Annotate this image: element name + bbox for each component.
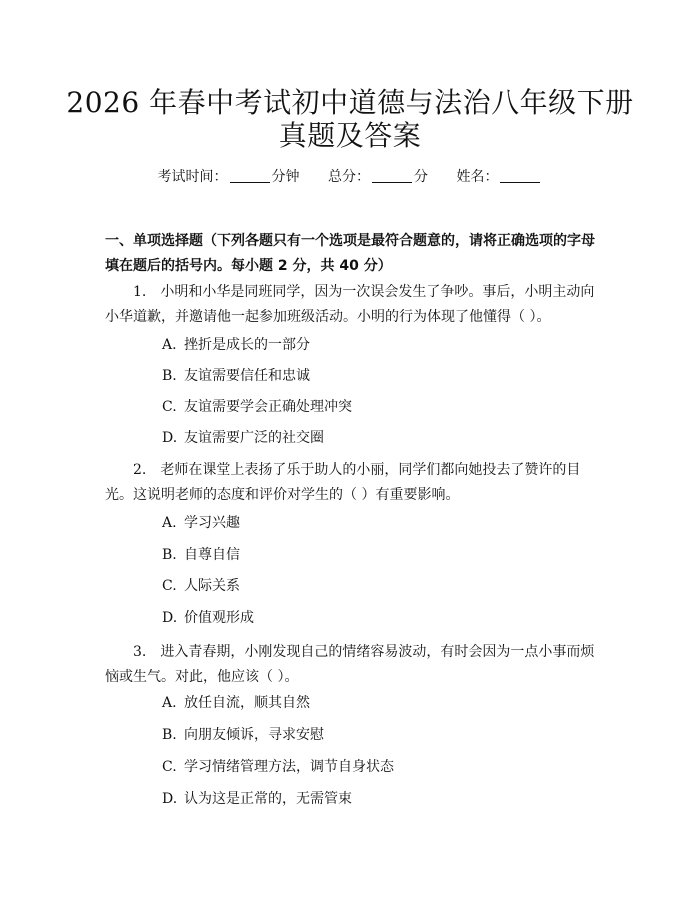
exam-time bbox=[158, 167, 300, 187]
question-3-option-a bbox=[162, 693, 602, 713]
exam-name-label: 姓名： bbox=[456, 169, 499, 185]
option-letter: B. bbox=[162, 368, 177, 384]
exam-time-unit: 分钟 bbox=[271, 169, 300, 185]
exam-score-blank bbox=[372, 168, 412, 183]
section-title-single-choice: 一、单项选择题（下列各题只有一个选项是最符合题意的，请将正确选项的字母填在题后的括号内。每小题 2 分，共 40 分） bbox=[105, 233, 595, 274]
question-2: 2. 老师在课堂上表扬了乐于助人的小丽，同学们都向她投去了赞许的目光。这说明老师的态度和评价对学生的（ ）有重要影响。 bbox=[105, 462, 581, 503]
option-text: 自尊自信 bbox=[184, 547, 240, 563]
option-text: 挫折是成长的一部分 bbox=[184, 337, 310, 353]
option-letter: C. bbox=[162, 578, 177, 594]
option-letter: C. bbox=[162, 399, 177, 415]
exam-title-line2: 真题及答案 bbox=[278, 119, 422, 152]
exam-meta bbox=[0, 167, 700, 187]
question-3-option-b bbox=[162, 725, 602, 745]
option-letter: C. bbox=[162, 759, 177, 775]
option-text: 向朋友倾诉，寻求安慰 bbox=[184, 727, 324, 743]
option-letter: D. bbox=[162, 430, 178, 446]
question-2-option-d bbox=[162, 608, 602, 628]
option-text: 价值观形成 bbox=[184, 610, 254, 626]
option-letter: D. bbox=[162, 791, 178, 807]
question-1-option-b bbox=[162, 366, 602, 386]
option-text: 放任自流，顺其自然 bbox=[184, 695, 310, 711]
question-1-option-d bbox=[162, 428, 602, 448]
exam-score bbox=[328, 167, 428, 187]
question-2-option-a bbox=[162, 513, 602, 533]
option-text: 友谊需要学会正确处理冲突 bbox=[184, 399, 352, 415]
question-3-option-d bbox=[162, 789, 602, 809]
exam-time-blank bbox=[230, 168, 270, 183]
option-text: 友谊需要广泛的社交圈 bbox=[184, 430, 324, 446]
option-text: 人际关系 bbox=[184, 578, 240, 594]
question-1-option-a bbox=[162, 335, 602, 355]
option-letter: B. bbox=[162, 547, 177, 563]
question-2-option-b bbox=[162, 545, 602, 565]
exam-title-line1: 2026 年春中考试初中道德与法治八年级下册 bbox=[66, 86, 634, 119]
option-text: 友谊需要信任和忠诚 bbox=[184, 368, 310, 384]
option-letter: A. bbox=[162, 337, 177, 353]
question-1-option-c bbox=[162, 397, 602, 417]
question-2-option-c bbox=[162, 576, 602, 596]
option-letter: D. bbox=[162, 610, 178, 626]
option-text: 学习兴趣 bbox=[184, 515, 240, 531]
option-text: 认为这是正常的，无需管束 bbox=[184, 791, 352, 807]
option-letter: A. bbox=[162, 695, 177, 711]
exam-time-label: 考试时间： bbox=[157, 169, 228, 185]
question-3-option-c bbox=[162, 757, 602, 777]
option-text: 学习情绪管理方法，调节自身状态 bbox=[184, 759, 394, 775]
exam-score-label: 总分： bbox=[328, 169, 370, 185]
question-1: 1. 小明和小华是同班同学，因为一次误会发生了争吵。事后，小明主动向小华道歉，并邀请他一起参加班级活动。小明的行为体现了他懂得（ ）。 bbox=[105, 284, 595, 325]
exam-name bbox=[456, 167, 542, 187]
option-letter: A. bbox=[162, 515, 177, 531]
exam-score-unit: 分 bbox=[414, 169, 428, 185]
exam-name-blank bbox=[500, 168, 540, 183]
question-3: 3. 进入青春期，小刚发现自己的情绪容易波动，有时会因为一点小事而烦恼或生气。对此，他应该（ ）。 bbox=[105, 644, 595, 685]
option-letter: B. bbox=[162, 727, 177, 743]
